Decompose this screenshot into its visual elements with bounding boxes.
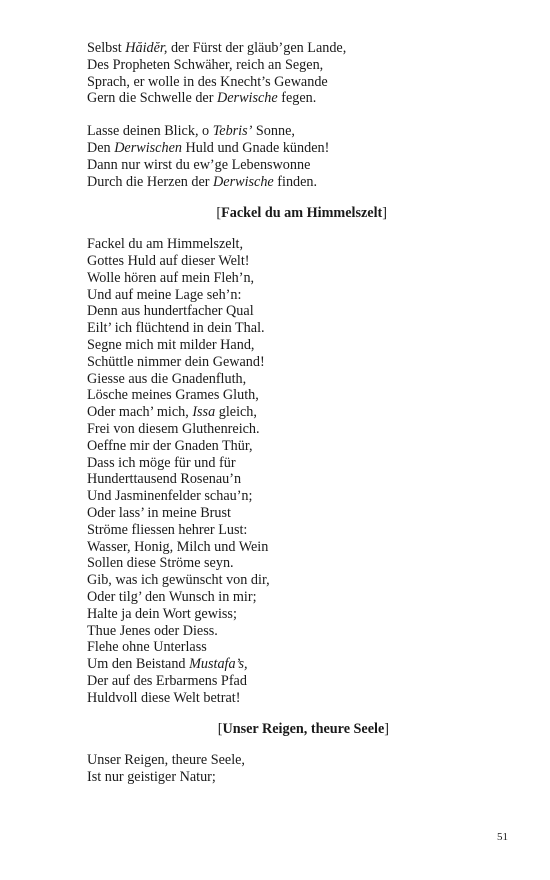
verse-line: Ist nur geistiger Natur; bbox=[87, 769, 216, 786]
poem-body bbox=[87, 236, 507, 706]
poem-body bbox=[87, 752, 507, 786]
verse-line: Sollen diese Ströme seyn. bbox=[87, 555, 234, 572]
verse-line: Oder mach’ mich, Issa gleich, bbox=[87, 404, 257, 421]
verse-line: Huldvoll diese Welt betrat! bbox=[87, 689, 241, 706]
poem-heading bbox=[87, 721, 507, 738]
italic-name: Hăidĕr, bbox=[125, 40, 168, 56]
italic-name: Tebris’ bbox=[212, 123, 253, 140]
verse-line: Thue Jenes oder Diess. bbox=[87, 622, 218, 639]
verse-line: Frei von diesem Gluthenreich. bbox=[87, 420, 260, 437]
verse-line: Lösche meines Grames Gluth, bbox=[87, 387, 259, 404]
page-text bbox=[87, 40, 507, 786]
italic-name: Derwische bbox=[213, 173, 274, 190]
poem-stanza bbox=[87, 123, 507, 190]
verse-line: Und Jasminenfelder schau’n; bbox=[87, 488, 253, 505]
verse-line: Oder tilg’ den Wunsch in mir; bbox=[87, 588, 257, 605]
italic-name: Derwischen bbox=[114, 139, 182, 156]
verse-line: Wasser, Honig, Milch und Wein bbox=[87, 538, 269, 555]
verse-line: Oeffne mir der Gnaden Thür, bbox=[87, 437, 253, 454]
heading-bracket-close: ] bbox=[384, 721, 389, 738]
verse-line: Wolle hören auf mein Fleh’n, bbox=[87, 269, 255, 286]
verse-line: Hunderttausend Rosenau’n bbox=[87, 471, 242, 488]
verse-line: Sprach, er wolle in des Knecht’s Gewande bbox=[87, 73, 328, 90]
poem-heading bbox=[87, 205, 507, 222]
italic-name: Derwische bbox=[217, 90, 278, 107]
verse-line: Flehe ohne Unterlass bbox=[87, 639, 207, 656]
verse-line: Und auf meine Lage seh’n: bbox=[87, 286, 242, 303]
verse-line: Eilt’ ich flüchtend in dein Thal. bbox=[87, 320, 265, 337]
verse-line: Segne mich mit milder Hand, bbox=[87, 336, 255, 353]
verse-line: Um den Beistand Mustafa’s, bbox=[87, 656, 248, 673]
verse-line: Gottes Huld auf dieser Welt! bbox=[87, 252, 250, 269]
poem-stanza bbox=[87, 40, 507, 107]
heading-bracket-open: [ bbox=[216, 205, 222, 222]
verse-line: Dann nur wirst du ew’ge Lebenswonne bbox=[87, 156, 311, 173]
verse-line: Ströme fliessen hehrer Lust: bbox=[87, 521, 248, 538]
verse-line: Unser Reigen, theure Seele, bbox=[87, 752, 245, 769]
heading-title: Unser Reigen, theure Seele bbox=[222, 721, 385, 738]
italic-name: Issa bbox=[192, 404, 216, 421]
verse-line: Schüttle nimmer dein Gewand! bbox=[87, 353, 265, 370]
italic-name: Mustafa’s, bbox=[189, 656, 248, 673]
verse-line: Durch die Herzen der Derwische finden. bbox=[87, 173, 318, 190]
heading-bracket-close: ] bbox=[382, 205, 387, 222]
verse-line: Gern die Schwelle der Derwische fegen. bbox=[87, 90, 317, 107]
verse-line: Halte ja dein Wort gewiss; bbox=[87, 605, 237, 622]
verse-line: Denn aus hundertfacher Qual bbox=[87, 303, 254, 320]
verse-line: Gib, was ich gewünscht von dir, bbox=[87, 572, 270, 589]
heading-bracket-open: [ bbox=[217, 721, 223, 738]
verse-line: Den Derwischen Huld und Gnade künden! bbox=[87, 139, 330, 156]
verse-line: Fackel du am Himmelszelt, bbox=[87, 236, 244, 253]
verse-line: Oder lass’ in meine Brust bbox=[87, 504, 231, 521]
heading-title: Fackel du am Himmelszelt bbox=[221, 205, 383, 222]
page-number: 51 bbox=[497, 831, 508, 843]
verse-line: Dass ich möge für und für bbox=[87, 454, 236, 471]
verse-line: Selbst Hăidĕr, der Fürst der gläub’gen Lande, bbox=[87, 40, 347, 56]
verse-line: Der auf des Erbarmens Pfad bbox=[87, 672, 247, 689]
verse-line: Lasse deinen Blick, o Tebris’ Sonne, bbox=[87, 123, 295, 140]
verse-line: Des Propheten Schwäher, reich an Segen, bbox=[87, 56, 324, 73]
verse-line: Giesse aus die Gnadenfluth, bbox=[87, 370, 247, 387]
